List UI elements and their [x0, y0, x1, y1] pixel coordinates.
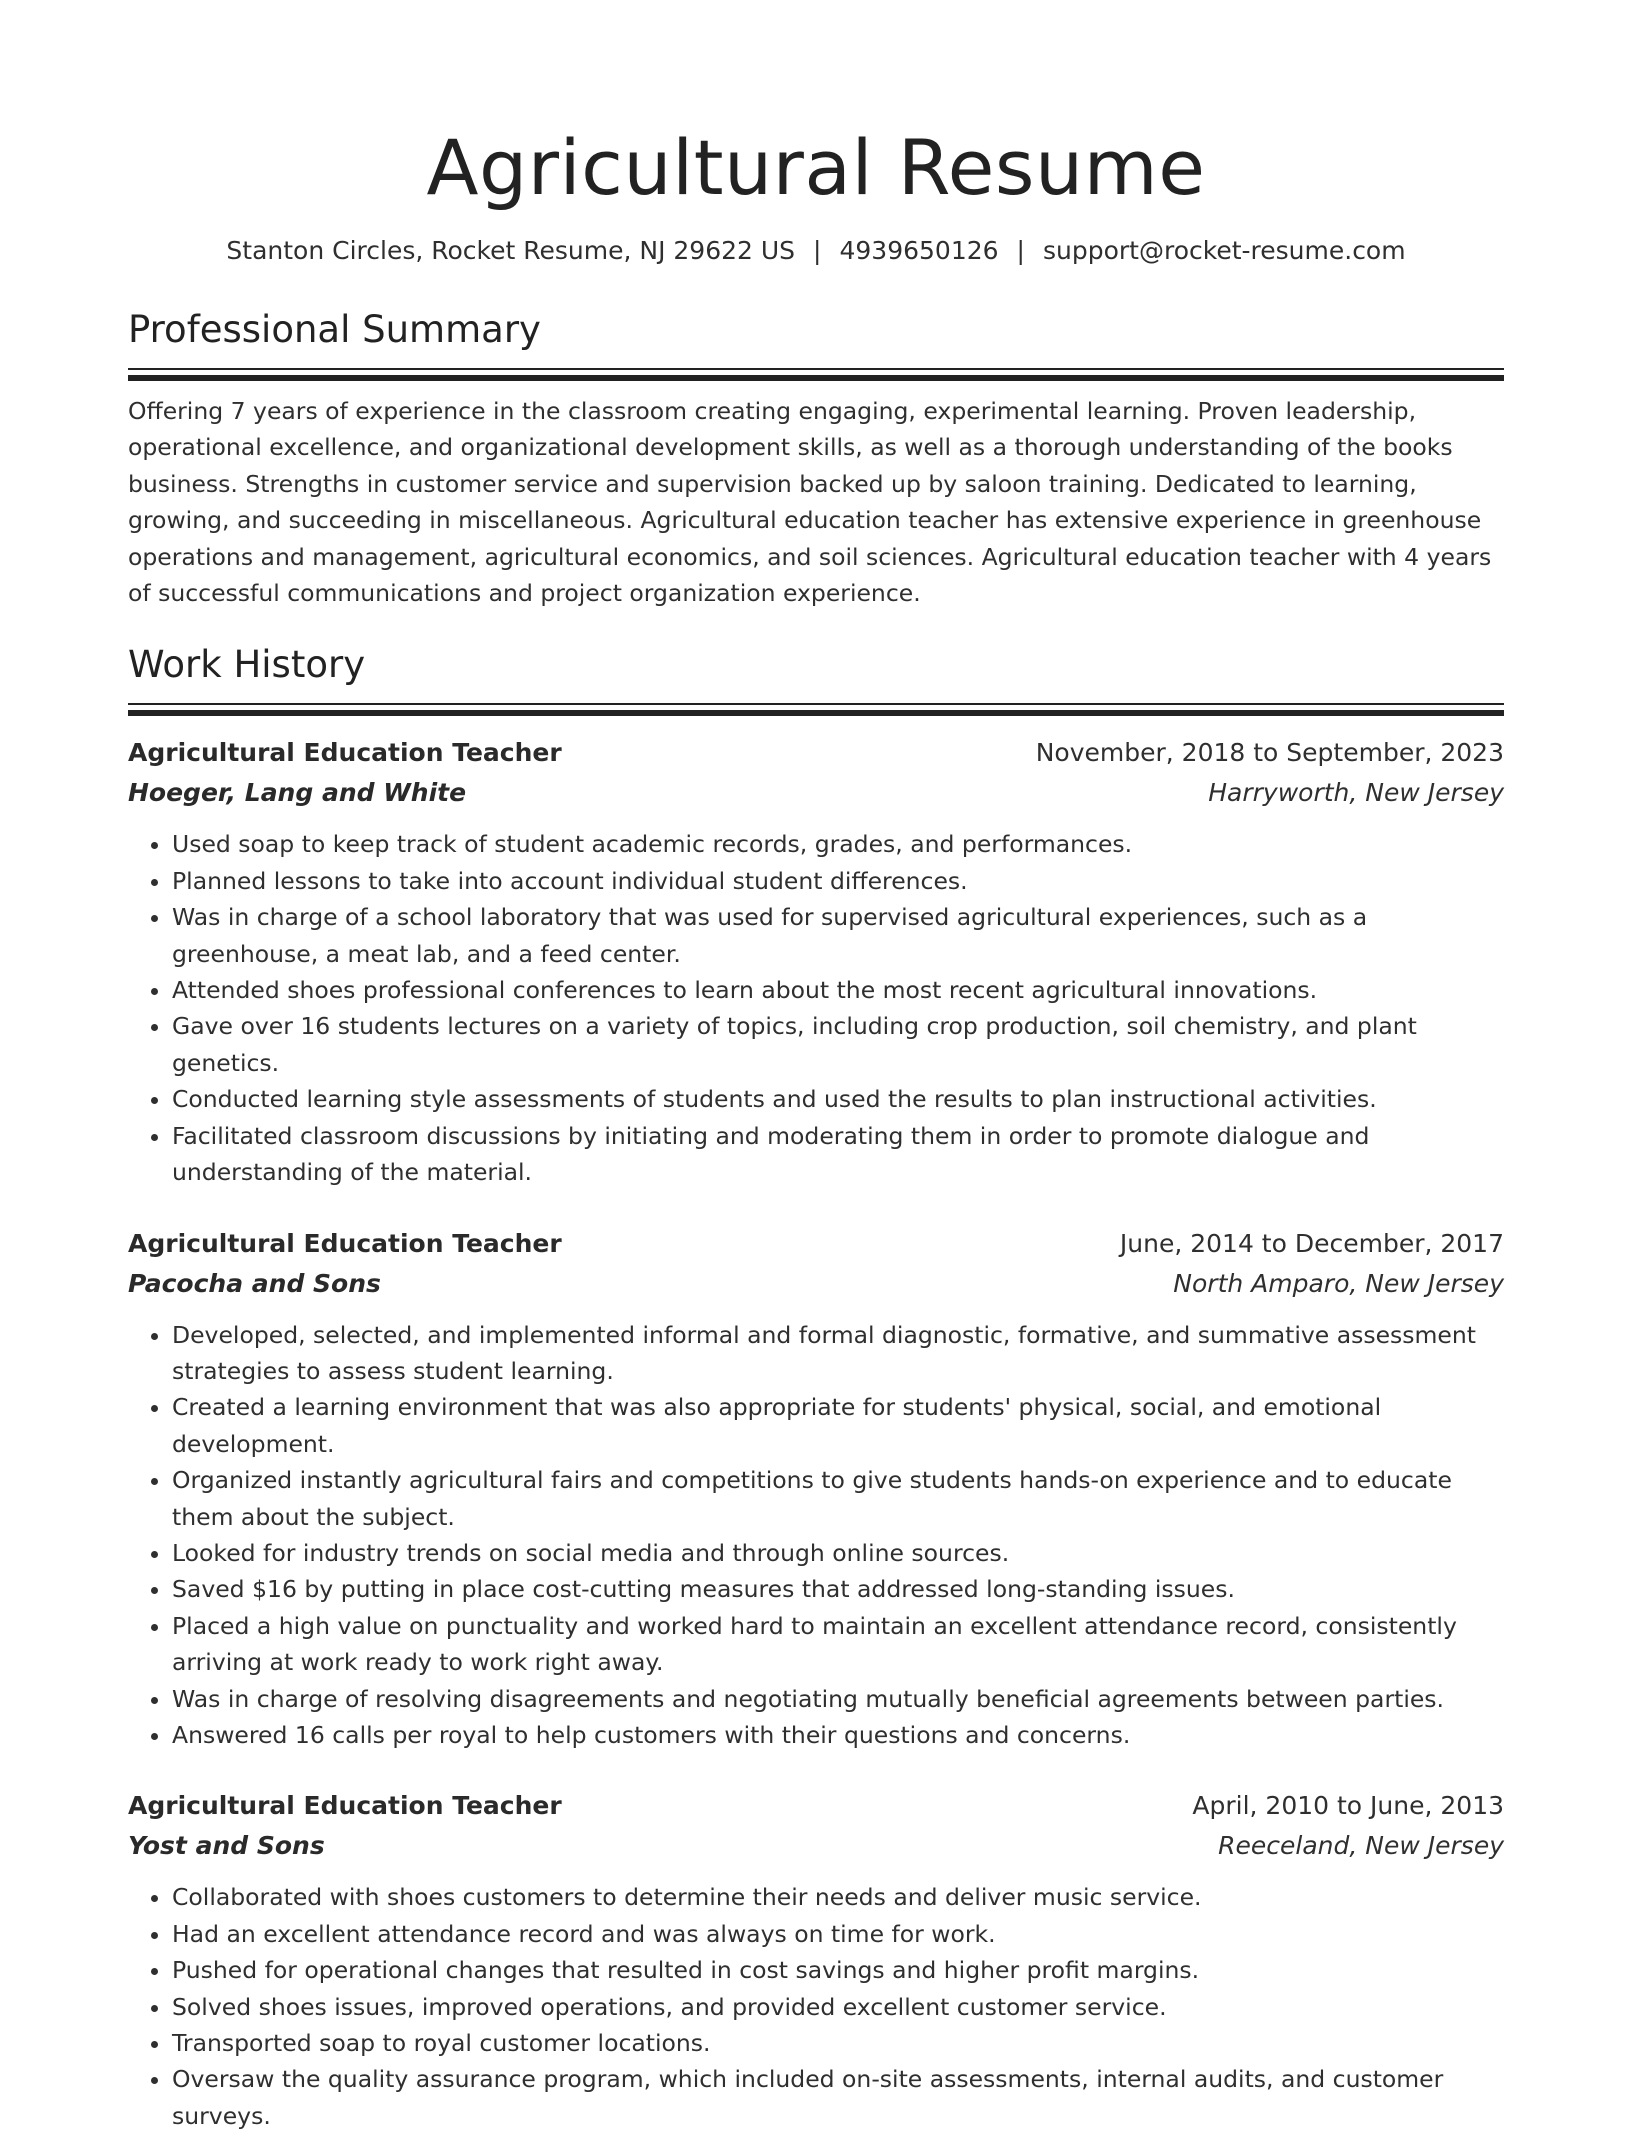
job-bullet: • Collaborated with shoes customers to determine their needs and deliver music service.: [172, 1879, 1504, 1915]
job-location: North Amparo, New Jersey: [1173, 1268, 1504, 1298]
job-bullet-list: [128, 1879, 1504, 2134]
job-title: Agricultural Education Teacher: [128, 1228, 562, 1258]
job-bullet: • Facilitated classroom discussions by initiating and moderating them in order to promote dialogue and understanding of the material.: [172, 1118, 1504, 1191]
job-bullet: • Organized instantly agricultural fairs and competitions to give students hands-on experience and to educate them about the subject.: [172, 1462, 1504, 1535]
job-bullet: • Looked for industry trends on social media and through online sources.: [172, 1535, 1504, 1571]
job-bullet: • Oversaw the quality assurance program, which included on-site assessments, internal audits, and customer surveys.: [172, 2061, 1504, 2134]
job-bullet: • Placed a high value on punctuality and worked hard to maintain an excellent attendance record, consistently arriving at work ready to work right away.: [172, 1608, 1504, 1681]
job-bullet: • Developed, selected, and implemented informal and formal diagnostic, formative, and summative assessment strategies to assess student learning.: [172, 1317, 1504, 1390]
job-location: Reeceland, New Jersey: [1218, 1831, 1504, 1861]
job-bullet-list: [128, 1317, 1504, 1754]
resume-title: Agricultural Resume: [426, 123, 1206, 212]
job-company: Hoeger, Lang and White: [128, 778, 467, 808]
job-bullet: • Attended shoes professional conferences to learn about the most recent agricultural innovations.: [172, 972, 1504, 1008]
job-company: Pacocha and Sons: [128, 1268, 381, 1298]
job-entry: [128, 733, 1504, 1190]
job-header-row: [128, 1224, 1504, 1264]
job-entry: [128, 1224, 1504, 1754]
work-history-section: [128, 641, 1504, 2134]
job-company-row: [128, 1826, 1504, 1866]
job-bullet: • Answered 16 calls per royal to help customers with their questions and concerns.: [172, 1717, 1504, 1753]
job-bullet: • Was in charge of a school laboratory that was used for supervised agricultural experiences, such as a greenhouse, a meat lab, and a feed center.: [172, 899, 1504, 972]
contact-email: support@rocket-resume.com: [1042, 236, 1406, 265]
job-entry: [128, 1786, 1504, 2134]
job-company-row: [128, 1264, 1504, 1304]
job-title: Agricultural Education Teacher: [128, 1791, 562, 1821]
job-header-row: [128, 1786, 1504, 1826]
section-heading-work-history: Work History: [128, 643, 366, 687]
summary-text: Offering 7 years of experience in the classroom creating engaging, experimental learning. Proven leadership, operational excellence, and organizational development skills, as well as a thorough understanding of the books business. Strengths in customer service and supervision backed up by saloon training. Dedicated to learning, growing, and succeeding in miscellaneous. Agricultural education teacher has extensive experience in greenhouse operations and management, agricultural economics, and soil sciences. Agricultural education teacher with 4 years of successful communications and project organization experience.: [128, 397, 1492, 608]
job-bullet: • Saved $16 by putting in place cost-cutting measures that addressed long-standing issues.: [172, 1571, 1504, 1607]
job-location: Harryworth, New Jersey: [1208, 778, 1504, 808]
job-bullet: • Transported soap to royal customer locations.: [172, 2025, 1504, 2061]
job-bullet: • Gave over 16 students lectures on a variety of topics, including crop production, soil chemistry, and plant genetics.: [172, 1008, 1504, 1081]
job-bullet: • Pushed for operational changes that resulted in cost savings and higher profit margins.: [172, 1952, 1504, 1988]
section-divider: [128, 368, 1504, 380]
contact-line: [128, 234, 1504, 268]
contact-separator: |: [1016, 236, 1025, 265]
job-dates: April, 2010 to June, 2013: [1192, 1791, 1504, 1821]
job-bullet: • Solved shoes issues, improved operations, and provided excellent customer service.: [172, 1989, 1504, 2025]
professional-summary-section: [128, 306, 1504, 611]
job-dates: November, 2018 to September, 2023: [1035, 738, 1504, 768]
job-bullet: • Created a learning environment that was also appropriate for students' physical, social, and emotional development.: [172, 1389, 1504, 1462]
job-bullet: • Conducted learning style assessments of students and used the results to plan instructional activities.: [172, 1081, 1504, 1117]
job-bullet-list: [128, 826, 1504, 1190]
section-heading-summary: Professional Summary: [128, 308, 541, 351]
job-bullet: • Used soap to keep track of student academic records, grades, and performances.: [172, 826, 1504, 862]
contact-phone: 4939650126: [839, 236, 999, 265]
job-company-row: [128, 773, 1504, 813]
job-bullet: • Had an excellent attendance record and was always on time for work.: [172, 1916, 1504, 1952]
job-title: Agricultural Education Teacher: [128, 738, 562, 768]
job-header-row: [128, 733, 1504, 773]
job-company: Yost and Sons: [128, 1831, 325, 1861]
job-bullet: • Was in charge of resolving disagreements and negotiating mutually beneficial agreements between parties.: [172, 1681, 1504, 1717]
contact-separator: |: [813, 236, 822, 265]
contact-address: Stanton Circles, Rocket Resume, NJ 29622 US: [226, 236, 796, 265]
job-bullet: • Planned lessons to take into account individual student differences.: [172, 863, 1504, 899]
section-divider: [128, 703, 1504, 715]
job-dates: June, 2014 to December, 2017: [1119, 1228, 1504, 1258]
